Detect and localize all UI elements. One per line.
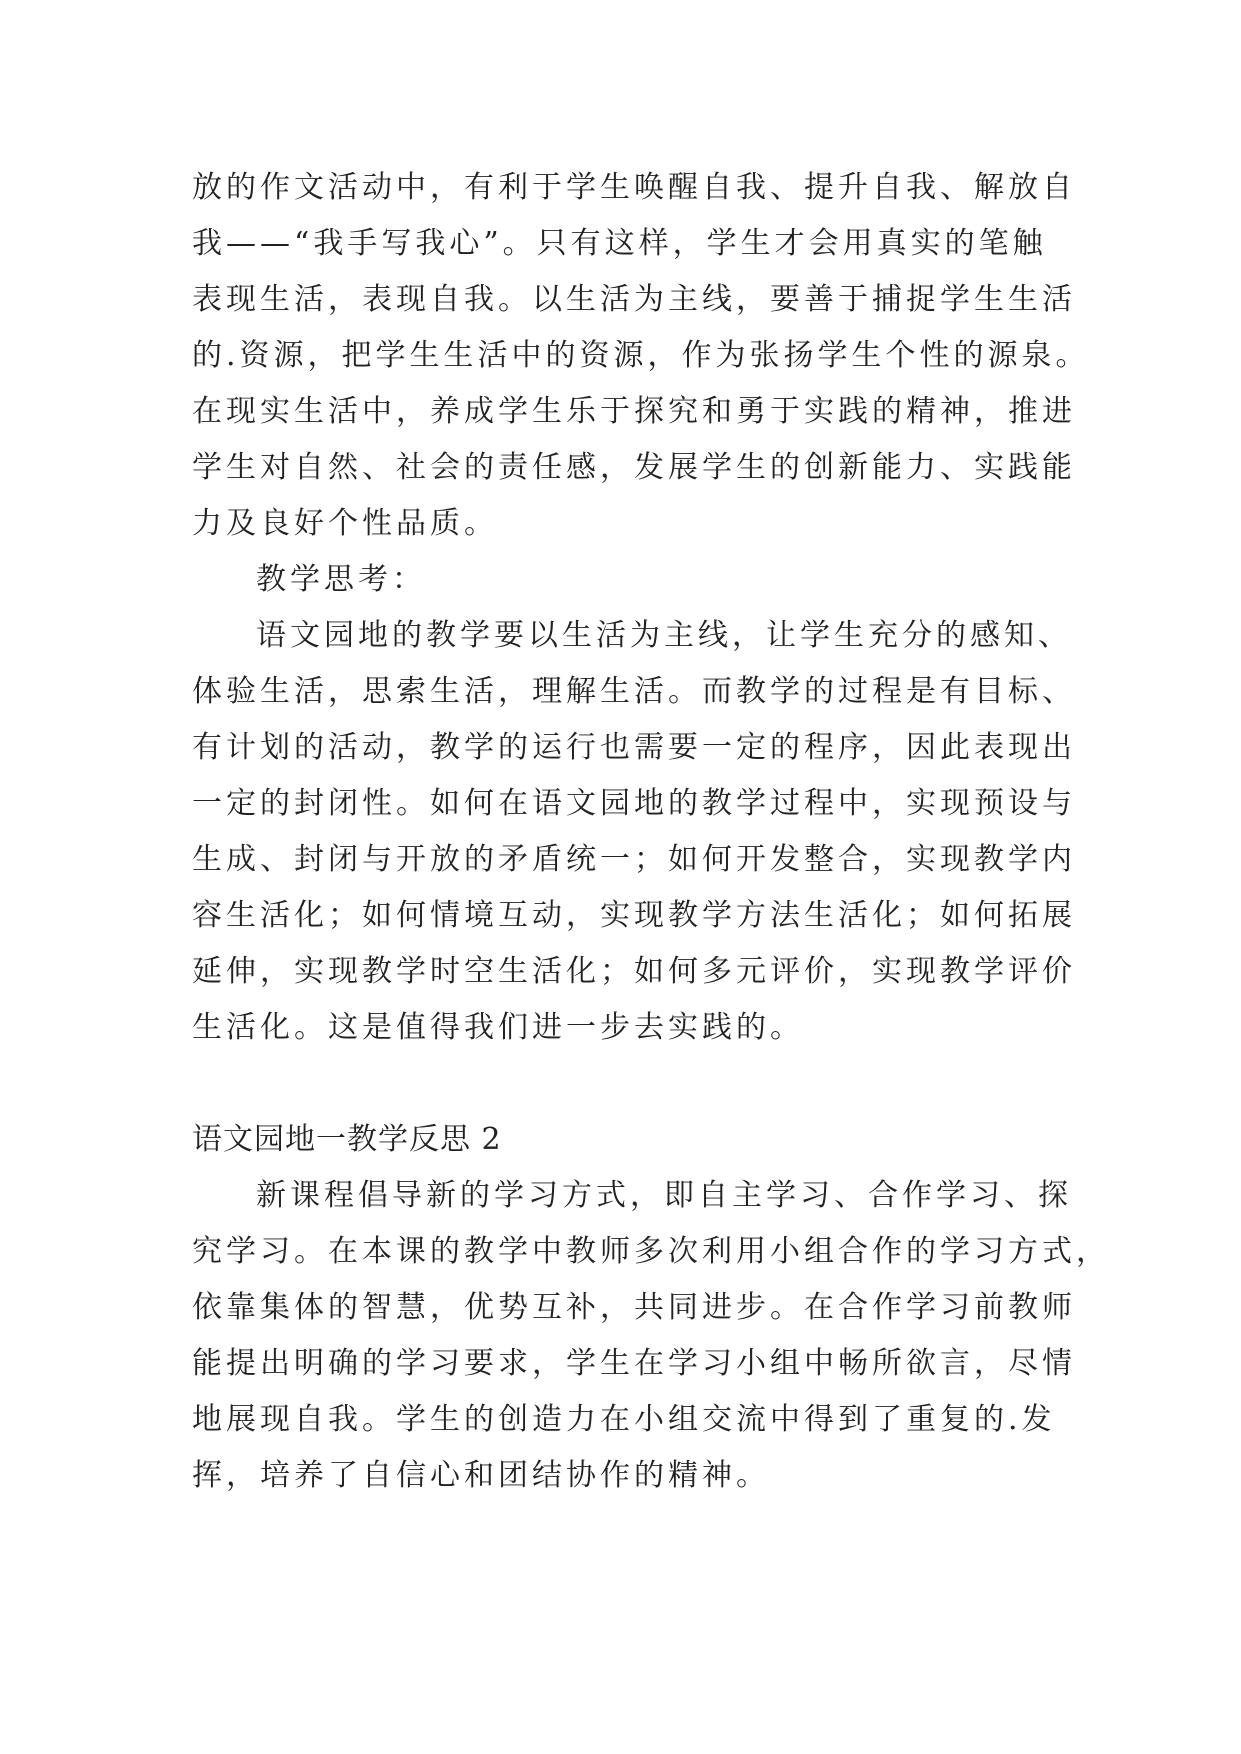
paragraph-1 [192,160,1090,552]
text-line: 新课程倡导新的学习方式，即自主学习、合作学习、探 [256,1178,1072,1213]
text-line: 一定的封闭性。如何在语文园地的教学过程中，实现预设与 [192,786,1076,821]
text-line: 的.资源，把学生生活中的资源，作为张扬学生个性的源泉。 [192,338,1090,373]
text-line: 表现生活，表现自我。以生活为主线，要善于捕捉学生生活 [192,282,1076,317]
paragraph-2 [192,608,1076,1056]
text-line: 能提出明确的学习要求，学生在学习小组中畅所欲言，尽情 [192,1346,1076,1381]
text-line: 语文园地的教学要以生活为主线，让学生充分的感知、 [256,618,1072,653]
text-line: 体验生活，思索生活，理解生活。而教学的过程是有目标、 [192,674,1076,709]
text-line: 生活化。这是值得我们进一步去实践的。 [192,1010,804,1045]
paragraph-3 [192,1168,1110,1504]
text-line: 容生活化；如何情境互动，实现教学方法生活化；如何拓展 [192,898,1076,933]
text-line: 我——“我手写我心”。只有这样，学生才会用真实的笔触 [192,226,1047,261]
text-line: 究学习。在本课的教学中教师多次利用小组合作的学习方式， [192,1234,1110,1269]
section-heading: 语文园地一教学反思 2 [192,1122,502,1157]
document-page [192,160,1110,1504]
text-line: 生成、封闭与开放的矛盾统一；如何开发整合，实现教学内 [192,842,1076,877]
section-label: 教学思考： [256,562,426,597]
blank-line [192,1056,1072,1112]
text-line: 有计划的活动，教学的运行也需要一定的程序，因此表现出 [192,730,1076,765]
text-line: 放的作文活动中，有利于学生唤醒自我、提升自我、解放自 [192,170,1076,205]
text-line: 在现实生活中，养成学生乐于探究和勇于实践的精神，推进 [192,394,1076,429]
text-line: 学生对自然、社会的责任感，发展学生的创新能力、实践能 [192,450,1076,485]
text-line: 地展现自我。学生的创造力在小组交流中得到了重复的.发 [192,1402,1056,1437]
text-line: 延伸，实现教学时空生活化；如何多元评价，实现教学评价 [192,954,1076,989]
text-line: 力及良好个性品质。 [192,506,498,541]
text-line: 依靠集体的智慧，优势互补，共同进步。在合作学习前教师 [192,1290,1076,1325]
text-line: 挥，培养了自信心和团结协作的精神。 [192,1458,770,1493]
